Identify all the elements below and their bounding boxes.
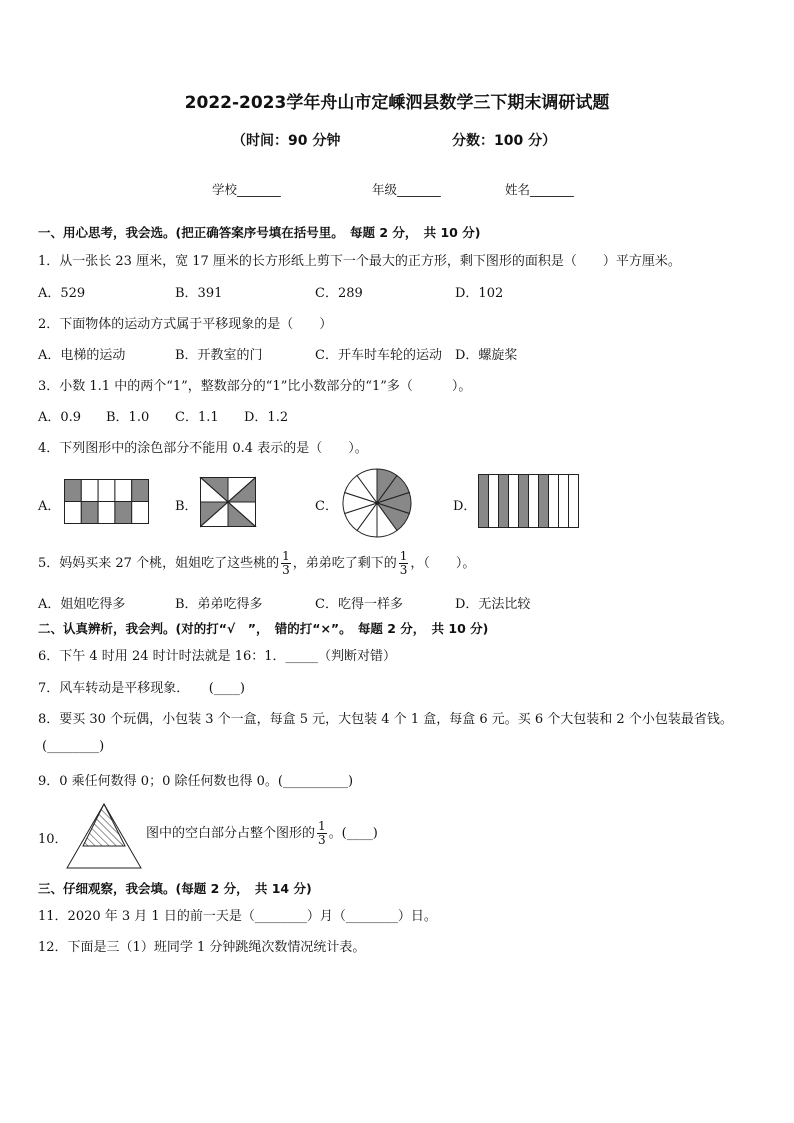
q5-option-b: B．弟弟吃得多 (175, 597, 263, 612)
strip-cell (519, 475, 529, 528)
strip-cell (479, 475, 489, 528)
question-6: 6．下午 4 时用 24 时计时法就是 16：1．_____（判断对错） (38, 649, 397, 664)
exam-score: 分数：100 分） (452, 133, 557, 149)
question-9: 9．0 乘任何数得 0；0 除任何数也得 0。(__________) (38, 774, 354, 789)
question-8: 8．要买 30 个玩偶，小包装 3 个一盒，每盒 5 元，大包装 4 个 1 盒，每盒 6 元。买 6 个大包装和 2 个小包装最省钱。 (38, 712, 733, 727)
section-heading-2: 二、认真辨析，我会判。(对的打“√ ”， 错的打“×”。 每题 2 分， 共 10 分) (38, 621, 489, 636)
q4-figure-d-strips (478, 474, 580, 528)
q3-option-b: B．1.0 (106, 410, 150, 425)
question-11: 11．2020 年 3 月 1 日的前一天是（________）月（________）日。 (38, 909, 437, 924)
q4-label-d: D． (453, 499, 477, 514)
strip-cell (559, 475, 569, 528)
exam-time: （时间：90 分钟 (232, 133, 341, 149)
q1-option-d: D．102 (455, 286, 504, 301)
q5-option-c: C．吃得一样多 (315, 597, 403, 612)
q2-option-a: A．电梯的运动 (38, 348, 126, 363)
q4-figure-c-circle (342, 468, 412, 538)
strip-cell (509, 475, 519, 528)
q3-option-c: C．1.1 (175, 410, 219, 425)
grade-field: 年级_______ (372, 182, 441, 197)
strip-cell (489, 475, 499, 528)
q10-triangle-figure (66, 803, 142, 869)
question-4: 4．下列图形中的涂色部分不能用 0.4 表示的是（ ）。 (38, 441, 368, 456)
name-field: 姓名_______ (505, 182, 574, 197)
question-12: 12．下面是三（1）班同学 1 分钟跳绳次数情况统计表。 (38, 940, 366, 955)
q4-label-c: C． (315, 499, 338, 514)
q4-figure-b-square (200, 477, 256, 527)
q2-option-b: B．开教室的门 (175, 348, 263, 363)
fraction-one-third: $\frac{1}{3}$ (399, 549, 408, 577)
q1-option-c: C．289 (315, 286, 363, 301)
q3-option-d: D．1.2 (244, 410, 289, 425)
question-3: 3．小数 1.1 中的两个“1”，整数部分的“1”比小数部分的“1”多（ ）。 (38, 379, 472, 394)
q1-option-a: A．529 (38, 286, 86, 301)
question-2: 2．下面物体的运动方式属于平移现象的是（ ） (38, 317, 333, 332)
section-heading-1: 一、用心思考，我会选。(把正确答案序号填在括号里。 每题 2 分， 共 10 分) (38, 225, 481, 240)
q3-option-a: A．0.9 (38, 410, 82, 425)
q4-label-b: B． (175, 499, 198, 514)
school-field: 学校_______ (212, 182, 281, 197)
fraction-one-third: $\frac{1}{3}$ (282, 549, 290, 577)
q4-label-a: A． (38, 499, 61, 514)
strip-cell (569, 475, 579, 528)
question-5: 5．妈妈买来 27 个桃，姐姐吃了这些桃的 $\frac{1}{3}$ ，弟弟吃了剩下的 $\frac{1}{3}$ ，（ ）。 (38, 549, 476, 577)
q2-option-c: C．开车时车轮的运动 (315, 348, 442, 363)
page-title: 2022-2023学年舟山市定嵊泗县数学三下期末调研试题 (184, 93, 610, 113)
q1-option-b: B．391 (175, 286, 223, 301)
q5-option-a: A．姐姐吃得多 (38, 597, 126, 612)
section-heading-3: 三、仔细观察，我会填。(每题 2 分， 共 14 分) (38, 881, 312, 896)
question-10: 图中的空白部分占整个图形的 $\frac{1}{3}$ 。(____) (146, 819, 378, 847)
question-10-number: 10． (38, 832, 68, 847)
strip-cell (549, 475, 559, 528)
fraction-one-third: $\frac{1}{3}$ (318, 819, 326, 847)
question-1: 1．从一张长 23 厘米，宽 17 厘米的长方形纸上剪下一个最大的正方形，剩下图形的面积是（ ）平方厘米。 (38, 254, 681, 269)
strip-cell (529, 475, 539, 528)
q5-option-d: D．无法比较 (455, 597, 531, 612)
q2-option-d: D．螺旋桨 (455, 348, 518, 363)
question-7: 7．风车转动是平移现象． (____) (38, 681, 245, 696)
q4-figure-a-grid (64, 479, 150, 525)
strip-cell (499, 475, 509, 528)
q8-answer-blank: (________) (42, 739, 105, 754)
strip-cell (539, 475, 549, 528)
